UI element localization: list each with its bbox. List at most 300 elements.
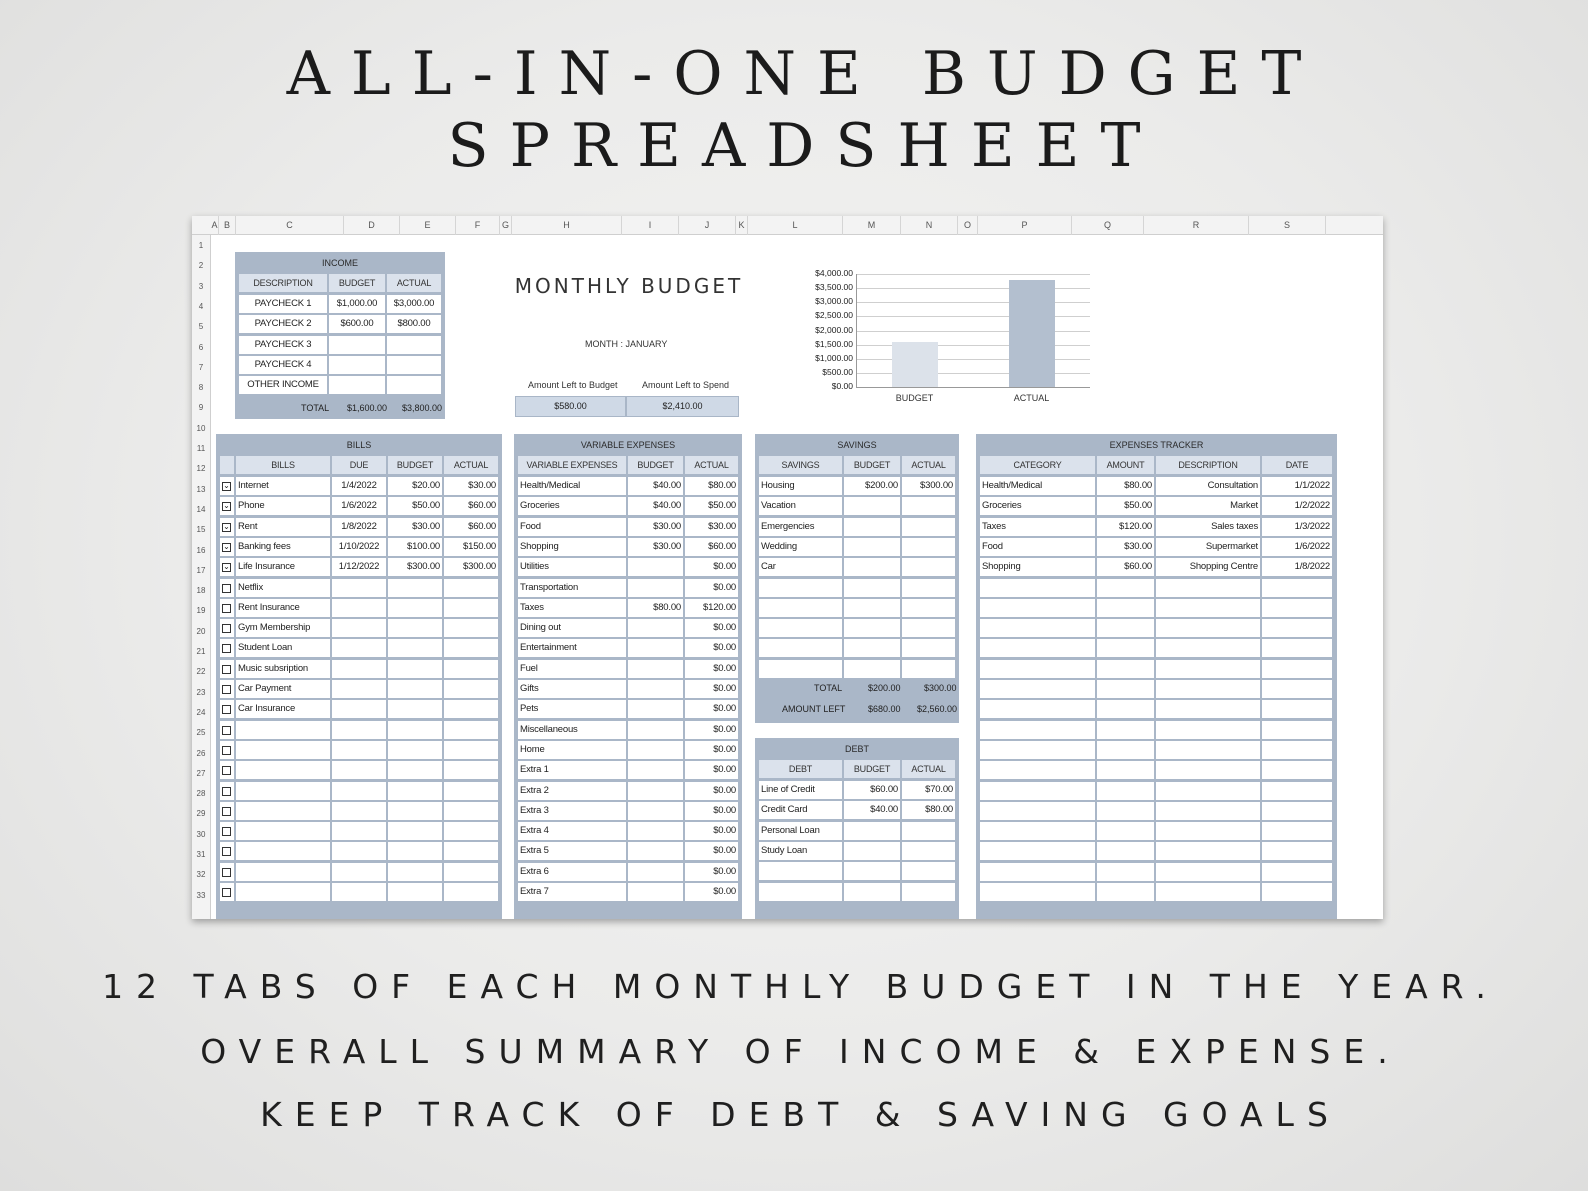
row-header[interactable]: 9 xyxy=(198,403,204,413)
savings-cell[interactable] xyxy=(759,619,842,637)
debt-cell[interactable]: $80.00 xyxy=(902,801,955,819)
column-header[interactable]: I xyxy=(622,216,679,235)
column-header[interactable]: J xyxy=(679,216,736,235)
bills-cell[interactable] xyxy=(388,599,442,617)
variable-cell[interactable]: $30.00 xyxy=(628,518,683,536)
tracker-cell[interactable] xyxy=(980,842,1095,860)
tracker-cell[interactable] xyxy=(980,883,1095,901)
row-header[interactable]: 6 xyxy=(198,342,204,352)
income-cell[interactable] xyxy=(329,356,385,374)
tracker-cell[interactable] xyxy=(1156,660,1260,678)
tracker-cell[interactable] xyxy=(980,700,1095,718)
row-header[interactable]: 16 xyxy=(196,545,206,555)
bills-cell[interactable]: 1/8/2022 xyxy=(332,518,386,536)
bills-cell[interactable]: $60.00 xyxy=(444,497,498,515)
tracker-cell[interactable]: 1/2/2022 xyxy=(1262,497,1332,515)
tracker-cell[interactable] xyxy=(1097,842,1154,860)
column-header[interactable]: L xyxy=(748,216,843,235)
variable-cell[interactable]: $50.00 xyxy=(685,497,738,515)
bills-cell[interactable]: $150.00 xyxy=(444,538,498,556)
checkbox-icon[interactable] xyxy=(222,685,231,694)
debt-cell[interactable] xyxy=(902,883,955,901)
bills-cell[interactable] xyxy=(332,700,386,718)
column-header[interactable]: P xyxy=(978,216,1072,235)
variable-cell[interactable]: Dining out xyxy=(518,619,626,637)
savings-cell[interactable]: $300.00 xyxy=(902,477,955,495)
income-cell[interactable]: PAYCHECK 3 xyxy=(239,336,327,354)
variable-cell[interactable]: $0.00 xyxy=(685,863,738,881)
tracker-cell[interactable] xyxy=(980,721,1095,739)
bills-cell[interactable] xyxy=(332,579,386,597)
bills-cell[interactable]: Car Insurance xyxy=(236,700,330,718)
bills-cell[interactable]: Netflix xyxy=(236,579,330,597)
debt-cell[interactable] xyxy=(844,862,900,880)
variable-cell[interactable] xyxy=(628,802,683,820)
tracker-cell[interactable] xyxy=(1156,619,1260,637)
tracker-cell[interactable] xyxy=(980,660,1095,678)
tracker-cell[interactable] xyxy=(980,619,1095,637)
savings-cell[interactable] xyxy=(844,538,900,556)
savings-cell[interactable] xyxy=(902,497,955,515)
tracker-cell[interactable]: $60.00 xyxy=(1097,558,1154,576)
savings-cell[interactable]: Housing xyxy=(759,477,842,495)
bills-cell[interactable]: Internet xyxy=(236,477,330,495)
row-header[interactable]: 25 xyxy=(196,728,206,738)
checkbox-icon[interactable] xyxy=(222,868,231,877)
savings-cell[interactable]: $200.00 xyxy=(844,477,900,495)
column-header[interactable]: D xyxy=(344,216,400,235)
variable-cell[interactable]: $0.00 xyxy=(685,761,738,779)
debt-cell[interactable] xyxy=(902,822,955,840)
checkbox-icon[interactable] xyxy=(222,726,231,735)
variable-cell[interactable]: $80.00 xyxy=(628,599,683,617)
bills-cell[interactable]: Life Insurance xyxy=(236,558,330,576)
income-cell[interactable]: PAYCHECK 1 xyxy=(239,295,327,313)
income-cell[interactable] xyxy=(329,376,385,394)
savings-cell[interactable]: Car xyxy=(759,558,842,576)
bills-cell[interactable] xyxy=(444,863,498,881)
tracker-cell[interactable] xyxy=(1262,802,1332,820)
variable-cell[interactable]: $120.00 xyxy=(685,599,738,617)
row-header[interactable]: 1 xyxy=(198,241,204,250)
variable-cell[interactable]: $0.00 xyxy=(685,579,738,597)
variable-cell[interactable]: $40.00 xyxy=(628,477,683,495)
tracker-cell[interactable] xyxy=(1097,660,1154,678)
tracker-cell[interactable] xyxy=(1262,741,1332,759)
spreadsheet-window[interactable] xyxy=(192,216,1383,919)
variable-cell[interactable]: $0.00 xyxy=(685,741,738,759)
bills-cell[interactable] xyxy=(388,619,442,637)
tracker-cell[interactable] xyxy=(1156,802,1260,820)
savings-cell[interactable] xyxy=(902,579,955,597)
row-header[interactable]: 29 xyxy=(196,809,206,819)
tracker-cell[interactable] xyxy=(1156,883,1260,901)
variable-cell[interactable]: Health/Medical xyxy=(518,477,626,495)
income-cell[interactable]: $600.00 xyxy=(329,315,385,333)
savings-cell[interactable]: Wedding xyxy=(759,538,842,556)
variable-cell[interactable]: Miscellaneous xyxy=(518,721,626,739)
row-header[interactable]: 10 xyxy=(196,423,206,433)
variable-cell[interactable]: $0.00 xyxy=(685,883,738,901)
bills-cell[interactable] xyxy=(444,822,498,840)
bills-cell[interactable] xyxy=(332,842,386,860)
bills-cell[interactable] xyxy=(388,700,442,718)
savings-cell[interactable] xyxy=(902,599,955,617)
variable-cell[interactable]: Gifts xyxy=(518,680,626,698)
savings-cell[interactable]: Vacation xyxy=(759,497,842,515)
checkbox-icon[interactable] xyxy=(222,807,231,816)
column-header[interactable]: F xyxy=(456,216,500,235)
bills-cell[interactable] xyxy=(332,660,386,678)
bills-cell[interactable]: Student Loan xyxy=(236,639,330,657)
tracker-cell[interactable]: Taxes xyxy=(980,518,1095,536)
bills-cell[interactable] xyxy=(332,822,386,840)
savings-cell[interactable] xyxy=(759,660,842,678)
bills-cell[interactable] xyxy=(444,599,498,617)
column-header[interactable]: G xyxy=(500,216,512,235)
tracker-cell[interactable] xyxy=(980,599,1095,617)
debt-cell[interactable] xyxy=(844,822,900,840)
tracker-cell[interactable] xyxy=(980,639,1095,657)
debt-cell[interactable] xyxy=(844,842,900,860)
variable-cell[interactable]: Taxes xyxy=(518,599,626,617)
variable-cell[interactable]: $0.00 xyxy=(685,802,738,820)
variable-cell[interactable]: Extra 1 xyxy=(518,761,626,779)
variable-cell[interactable]: Fuel xyxy=(518,660,626,678)
variable-cell[interactable]: Utilities xyxy=(518,558,626,576)
tracker-cell[interactable] xyxy=(1156,700,1260,718)
bills-cell[interactable] xyxy=(388,883,442,901)
row-header[interactable]: 20 xyxy=(196,626,206,636)
bills-cell[interactable] xyxy=(236,802,330,820)
bills-cell[interactable] xyxy=(332,883,386,901)
bills-cell[interactable] xyxy=(444,680,498,698)
checkbox-icon[interactable] xyxy=(222,847,231,856)
bills-cell[interactable]: Rent xyxy=(236,518,330,536)
variable-cell[interactable] xyxy=(628,579,683,597)
left-to-budget-value[interactable]: $580.00 xyxy=(515,396,626,417)
savings-cell[interactable] xyxy=(844,497,900,515)
bills-cell[interactable] xyxy=(236,822,330,840)
tracker-cell[interactable] xyxy=(980,782,1095,800)
bills-cell[interactable] xyxy=(332,741,386,759)
tracker-cell[interactable] xyxy=(1156,599,1260,617)
checkbox-icon[interactable]: ⌄ xyxy=(223,562,230,572)
tracker-cell[interactable] xyxy=(1097,741,1154,759)
variable-cell[interactable] xyxy=(628,721,683,739)
column-header[interactable]: S xyxy=(1249,216,1326,235)
tracker-cell[interactable] xyxy=(1262,700,1332,718)
tracker-cell[interactable]: $120.00 xyxy=(1097,518,1154,536)
savings-cell[interactable] xyxy=(844,599,900,617)
row-header[interactable]: 5 xyxy=(198,322,204,332)
tracker-cell[interactable] xyxy=(1097,761,1154,779)
variable-cell[interactable] xyxy=(628,558,683,576)
variable-cell[interactable]: Food xyxy=(518,518,626,536)
left-to-spend-value[interactable]: $2,410.00 xyxy=(626,396,739,417)
tracker-cell[interactable] xyxy=(1097,579,1154,597)
bills-cell[interactable]: $30.00 xyxy=(444,477,498,495)
row-header[interactable]: 27 xyxy=(196,768,206,778)
tracker-cell[interactable] xyxy=(1097,822,1154,840)
savings-cell[interactable] xyxy=(902,660,955,678)
income-cell[interactable] xyxy=(387,376,441,394)
variable-cell[interactable]: Groceries xyxy=(518,497,626,515)
checkbox-icon[interactable] xyxy=(222,624,231,633)
variable-cell[interactable]: Extra 7 xyxy=(518,883,626,901)
tracker-cell[interactable] xyxy=(1156,761,1260,779)
tracker-cell[interactable] xyxy=(1097,802,1154,820)
debt-cell[interactable]: $40.00 xyxy=(844,801,900,819)
variable-cell[interactable] xyxy=(628,822,683,840)
savings-cell[interactable] xyxy=(902,639,955,657)
row-header[interactable]: 12 xyxy=(196,464,206,474)
income-cell[interactable]: PAYCHECK 2 xyxy=(239,315,327,333)
row-header[interactable]: 33 xyxy=(196,890,206,900)
tracker-cell[interactable]: Groceries xyxy=(980,497,1095,515)
savings-cell[interactable] xyxy=(902,518,955,536)
variable-cell[interactable]: Extra 2 xyxy=(518,782,626,800)
variable-cell[interactable] xyxy=(628,660,683,678)
checkbox-icon[interactable]: ⌄ xyxy=(223,541,230,551)
tracker-cell[interactable] xyxy=(1262,782,1332,800)
checkbox-icon[interactable] xyxy=(222,665,231,674)
bills-cell[interactable]: $60.00 xyxy=(444,518,498,536)
variable-cell[interactable]: Home xyxy=(518,741,626,759)
bills-cell[interactable] xyxy=(444,660,498,678)
bills-cell[interactable] xyxy=(332,619,386,637)
tracker-cell[interactable] xyxy=(1097,782,1154,800)
variable-cell[interactable]: $0.00 xyxy=(685,639,738,657)
tracker-cell[interactable] xyxy=(1156,822,1260,840)
bills-cell[interactable]: Car Payment xyxy=(236,680,330,698)
tracker-cell[interactable]: 1/1/2022 xyxy=(1262,477,1332,495)
column-header[interactable]: B xyxy=(219,216,236,235)
row-header[interactable]: 31 xyxy=(196,850,206,859)
tracker-cell[interactable]: Food xyxy=(980,538,1095,556)
row-header[interactable]: 26 xyxy=(196,748,206,758)
debt-cell[interactable] xyxy=(902,862,955,880)
tracker-cell[interactable] xyxy=(1097,599,1154,617)
variable-cell[interactable]: Entertainment xyxy=(518,639,626,657)
variable-cell[interactable]: $30.00 xyxy=(628,538,683,556)
checkbox-icon[interactable] xyxy=(222,705,231,714)
tracker-cell[interactable] xyxy=(1156,741,1260,759)
variable-cell[interactable] xyxy=(628,782,683,800)
savings-cell[interactable] xyxy=(844,619,900,637)
column-header[interactable]: O xyxy=(958,216,978,235)
variable-cell[interactable]: $0.00 xyxy=(685,558,738,576)
tracker-cell[interactable] xyxy=(1262,761,1332,779)
bills-cell[interactable]: 1/4/2022 xyxy=(332,477,386,495)
bills-cell[interactable] xyxy=(388,741,442,759)
bills-cell[interactable] xyxy=(236,782,330,800)
savings-cell[interactable]: Emergencies xyxy=(759,518,842,536)
column-header[interactable]: K xyxy=(736,216,748,235)
chart-bar-actual[interactable] xyxy=(1009,280,1055,387)
debt-cell[interactable]: Personal Loan xyxy=(759,822,842,840)
bills-cell[interactable] xyxy=(388,802,442,820)
debt-cell[interactable]: Credit Card xyxy=(759,801,842,819)
row-header[interactable]: 22 xyxy=(196,667,206,677)
bills-cell[interactable]: 1/12/2022 xyxy=(332,558,386,576)
variable-cell[interactable]: Extra 5 xyxy=(518,842,626,860)
debt-cell[interactable]: Study Loan xyxy=(759,842,842,860)
tracker-cell[interactable] xyxy=(980,802,1095,820)
variable-cell[interactable] xyxy=(628,863,683,881)
bills-cell[interactable]: $30.00 xyxy=(388,518,442,536)
tracker-cell[interactable] xyxy=(1262,863,1332,881)
variable-cell[interactable]: $60.00 xyxy=(685,538,738,556)
tracker-cell[interactable]: Consultation xyxy=(1156,477,1260,495)
chart-bar-budget[interactable] xyxy=(892,342,938,387)
row-header[interactable]: 23 xyxy=(196,687,206,697)
column-header[interactable]: R xyxy=(1144,216,1249,235)
variable-cell[interactable]: Transportation xyxy=(518,579,626,597)
savings-cell[interactable] xyxy=(902,619,955,637)
bills-cell[interactable] xyxy=(388,822,442,840)
bills-cell[interactable] xyxy=(332,761,386,779)
bills-cell[interactable] xyxy=(444,802,498,820)
savings-cell[interactable] xyxy=(844,518,900,536)
tracker-cell[interactable] xyxy=(1097,721,1154,739)
bills-cell[interactable] xyxy=(388,761,442,779)
income-cell[interactable]: $1,000.00 xyxy=(329,295,385,313)
tracker-cell[interactable]: 1/8/2022 xyxy=(1262,558,1332,576)
savings-cell[interactable] xyxy=(759,599,842,617)
variable-cell[interactable]: $0.00 xyxy=(685,700,738,718)
bills-cell[interactable] xyxy=(388,680,442,698)
tracker-cell[interactable]: $80.00 xyxy=(1097,477,1154,495)
savings-cell[interactable] xyxy=(844,660,900,678)
bills-cell[interactable] xyxy=(236,721,330,739)
tracker-cell[interactable] xyxy=(980,761,1095,779)
tracker-cell[interactable] xyxy=(1156,721,1260,739)
variable-cell[interactable]: $0.00 xyxy=(685,822,738,840)
bills-cell[interactable] xyxy=(236,883,330,901)
tracker-cell[interactable] xyxy=(1156,842,1260,860)
tracker-cell[interactable]: Sales taxes xyxy=(1156,518,1260,536)
bills-cell[interactable] xyxy=(388,782,442,800)
row-header[interactable]: 18 xyxy=(196,586,206,596)
bills-cell[interactable]: Gym Membership xyxy=(236,619,330,637)
bills-cell[interactable] xyxy=(236,761,330,779)
tracker-cell[interactable] xyxy=(1262,639,1332,657)
row-header[interactable]: 24 xyxy=(196,707,206,717)
tracker-cell[interactable] xyxy=(1097,639,1154,657)
variable-cell[interactable]: Shopping xyxy=(518,538,626,556)
variable-cell[interactable]: $0.00 xyxy=(685,660,738,678)
bills-cell[interactable] xyxy=(332,863,386,881)
column-header[interactable]: H xyxy=(512,216,622,235)
income-cell[interactable]: PAYCHECK 4 xyxy=(239,356,327,374)
income-cell[interactable] xyxy=(387,336,441,354)
savings-cell[interactable] xyxy=(844,579,900,597)
bills-cell[interactable]: $300.00 xyxy=(388,558,442,576)
column-header[interactable]: M xyxy=(843,216,901,235)
bills-cell[interactable]: $300.00 xyxy=(444,558,498,576)
bills-cell[interactable] xyxy=(444,700,498,718)
tracker-cell[interactable] xyxy=(1097,863,1154,881)
row-header[interactable]: 30 xyxy=(196,829,206,839)
tracker-cell[interactable]: 1/3/2022 xyxy=(1262,518,1332,536)
variable-cell[interactable] xyxy=(628,639,683,657)
income-cell[interactable] xyxy=(329,336,385,354)
savings-cell[interactable] xyxy=(844,558,900,576)
row-header[interactable]: 15 xyxy=(196,525,206,535)
bills-cell[interactable] xyxy=(388,721,442,739)
bills-cell[interactable]: $100.00 xyxy=(388,538,442,556)
column-header[interactable]: C xyxy=(236,216,344,235)
checkbox-icon[interactable] xyxy=(222,584,231,593)
bills-cell[interactable] xyxy=(388,842,442,860)
variable-cell[interactable]: $30.00 xyxy=(685,518,738,536)
bills-cell[interactable] xyxy=(388,863,442,881)
tracker-cell[interactable]: Health/Medical xyxy=(980,477,1095,495)
bills-cell[interactable] xyxy=(332,680,386,698)
variable-cell[interactable]: Pets xyxy=(518,700,626,718)
bills-cell[interactable]: Banking fees xyxy=(236,538,330,556)
tracker-cell[interactable]: Shopping Centre xyxy=(1156,558,1260,576)
bills-cell[interactable] xyxy=(444,579,498,597)
tracker-cell[interactable]: 1/6/2022 xyxy=(1262,538,1332,556)
row-header[interactable]: 8 xyxy=(198,383,204,393)
tracker-cell[interactable] xyxy=(1097,883,1154,901)
bills-cell[interactable] xyxy=(444,721,498,739)
tracker-cell[interactable] xyxy=(1262,822,1332,840)
variable-cell[interactable] xyxy=(628,619,683,637)
debt-cell[interactable] xyxy=(844,883,900,901)
checkbox-icon[interactable] xyxy=(222,787,231,796)
savings-cell[interactable] xyxy=(759,579,842,597)
bills-cell[interactable] xyxy=(332,639,386,657)
savings-cell[interactable] xyxy=(759,639,842,657)
row-header[interactable]: 2 xyxy=(198,261,204,271)
column-header[interactable]: N xyxy=(901,216,958,235)
variable-cell[interactable]: $0.00 xyxy=(685,782,738,800)
variable-cell[interactable]: $0.00 xyxy=(685,721,738,739)
tracker-cell[interactable] xyxy=(980,741,1095,759)
variable-cell[interactable]: $0.00 xyxy=(685,619,738,637)
income-cell[interactable]: $800.00 xyxy=(387,315,441,333)
tracker-cell[interactable] xyxy=(1262,579,1332,597)
variable-cell[interactable] xyxy=(628,741,683,759)
variable-cell[interactable]: $80.00 xyxy=(685,477,738,495)
row-header[interactable]: 32 xyxy=(196,870,206,880)
column-header[interactable]: E xyxy=(400,216,456,235)
bills-cell[interactable] xyxy=(444,619,498,637)
checkbox-icon[interactable] xyxy=(222,604,231,613)
row-header[interactable]: 13 xyxy=(196,484,206,494)
row-header[interactable]: 11 xyxy=(196,444,206,453)
bills-cell[interactable] xyxy=(236,863,330,881)
row-header[interactable]: 19 xyxy=(196,606,206,616)
tracker-cell[interactable]: $50.00 xyxy=(1097,497,1154,515)
debt-cell[interactable] xyxy=(902,842,955,860)
tracker-cell[interactable] xyxy=(980,822,1095,840)
variable-cell[interactable]: $0.00 xyxy=(685,842,738,860)
tracker-cell[interactable] xyxy=(1262,619,1332,637)
bills-cell[interactable] xyxy=(444,761,498,779)
tracker-cell[interactable]: $30.00 xyxy=(1097,538,1154,556)
savings-cell[interactable] xyxy=(902,538,955,556)
tracker-cell[interactable] xyxy=(1262,660,1332,678)
bills-cell[interactable] xyxy=(332,802,386,820)
bills-cell[interactable] xyxy=(332,599,386,617)
bills-cell[interactable] xyxy=(332,721,386,739)
tracker-cell[interactable] xyxy=(1156,579,1260,597)
bills-cell[interactable] xyxy=(444,842,498,860)
